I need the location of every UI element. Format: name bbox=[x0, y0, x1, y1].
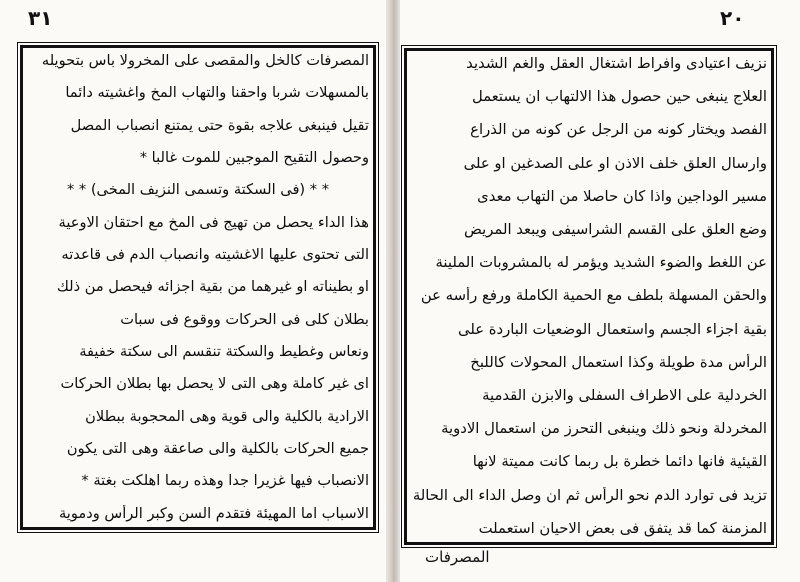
section-heading: * * (فى السكتة وتسمى النزيف المخى) * * bbox=[66, 181, 329, 199]
text-line: مسير الوداجين واذا كان حاصلا من التهاب معدى bbox=[477, 187, 767, 205]
text-line: الانصباب فيها غزيرا جدا وهذه ربما اهلكت بغتة * bbox=[81, 472, 369, 490]
left-page-number: ٣١ bbox=[28, 6, 53, 30]
text-line: الاسباب اما المهيئة فتقدم السن وكبر الرأس ودموية bbox=[58, 504, 369, 522]
text-line: وارسال العلق خلف الاذن او على الصدغين او على bbox=[463, 154, 767, 172]
right-page-number: ٢٠ bbox=[720, 6, 745, 30]
left-text-block bbox=[27, 52, 369, 523]
text-line: بقية اجزاء الجسم واستعمال الوضعيات الباردة على bbox=[457, 320, 767, 338]
text-line: الارادية بالكلية والى قوية وهى المحجوبة ببطلان bbox=[85, 407, 369, 425]
text-line: اى غير كاملة وهى التى لا يحصل بها بطلان الحركات bbox=[60, 375, 369, 393]
text-line: المخردلة ونحو ذلك وينبغى التحرز من استعمال الادوية bbox=[441, 420, 767, 438]
text-line: عن اللغط والضوء الشديد ويؤمر له بالمشروبات الملينة bbox=[435, 254, 767, 272]
text-line: بالمسهلات شربا واحقنا والتهاب المخ واغشيته دائما bbox=[65, 84, 369, 102]
text-line: ونعاس وغطيط والسكتة تنقسم الى سكتة خفيفة bbox=[79, 343, 369, 361]
text-line: المزمنة كما قد يتفق فى بعض الاحيان استعملت bbox=[478, 519, 767, 537]
right-text-block bbox=[411, 55, 767, 538]
text-line: جميع الحركات بالكلية والى صاعقة وهى التى يكون bbox=[66, 440, 369, 458]
text-line: نزيف اعتيادى وافراط اشتغال العقل والغم الشديد bbox=[466, 55, 767, 72]
text-line: التى تحتوى عليها الاغشيته وانصباب الدم فى قاعدته bbox=[61, 246, 369, 264]
catchword: المصرفات bbox=[425, 548, 490, 566]
text-line: تقيل فينبغى علاجه بقوة حتى يمتنع انصباب المصل bbox=[70, 116, 369, 134]
text-line: هذا الداء يحصل من تهيج فى المخ مع احتقان الاوعية bbox=[58, 213, 369, 231]
text-line: وحصول التقيح الموجبين للموت غالبا * bbox=[139, 149, 369, 167]
right-text-frame bbox=[404, 48, 774, 545]
text-line: القيئية فانها دائما خطرة بل ربما كانت مميتة لانها bbox=[472, 453, 767, 471]
text-line: الفصد ويختار كونه من الرجل عن كونه من الذراع bbox=[470, 121, 767, 139]
text-line: بطلان كلى فى الحركات ووقوع فى سبات bbox=[120, 310, 369, 328]
text-line: تزيد فى توارد الدم نحو الرأس ثم ان وصل الداء الى الحالة bbox=[412, 486, 767, 504]
left-text-frame bbox=[20, 45, 376, 530]
text-line: العلاج ينبغى حين حصول هذا الالتهاب ان يستعمل bbox=[472, 88, 767, 106]
text-line: او بطيناته او غيرهما من بقية اجزائه فيحصل من ذلك bbox=[56, 278, 369, 296]
book-gutter bbox=[386, 0, 400, 582]
text-line: الخردلية على الاطراف السفلى والابزن القدمية bbox=[482, 387, 767, 405]
text-line: وضع العلق على القسم الشراسيفى ويبعد المريض bbox=[463, 221, 767, 239]
text-line: المصرفات كالخل والمقصى على المخرولا باس بتحويله bbox=[41, 52, 369, 69]
text-line: الرأس مدة طويلة وكذا استعمال المحولات كاللبخ bbox=[470, 353, 767, 371]
text-line: والحقن المسهلة بلطف مع الحمية الكاملة ورفع رأسه عن bbox=[420, 287, 767, 305]
